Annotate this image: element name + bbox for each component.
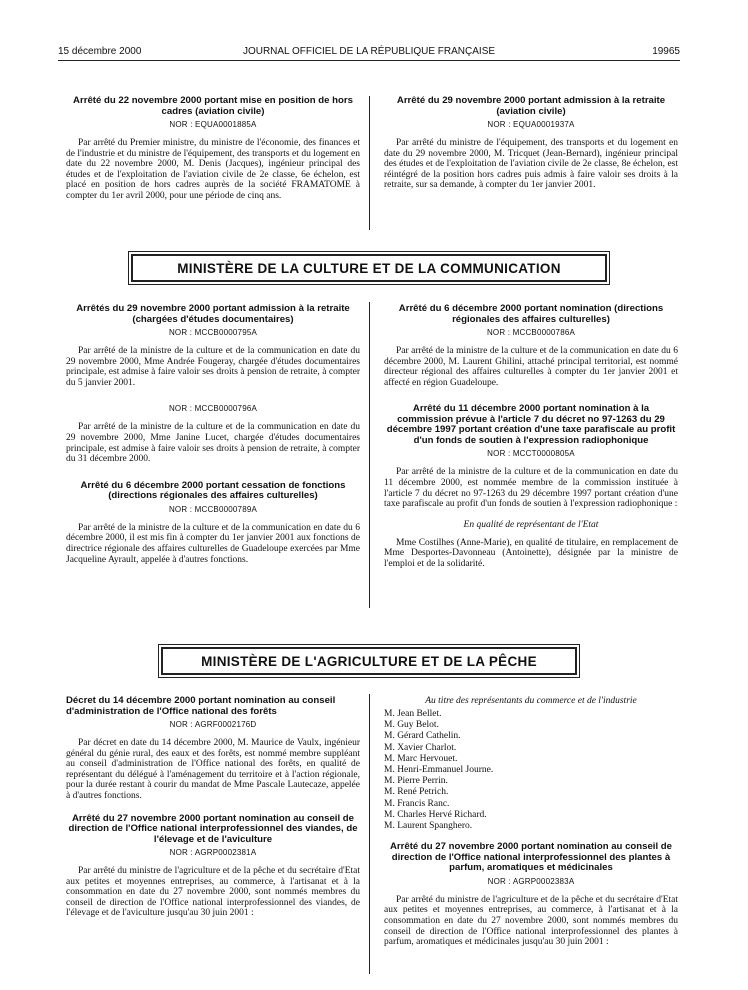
member-list — [384, 709, 678, 832]
nor-reference: NOR : AGRF0002176D — [169, 720, 257, 729]
header-page-number: 19965 — [652, 46, 680, 57]
column-divider — [369, 96, 370, 230]
ministry-title: MINISTÈRE DE L'AGRICULTURE ET DE LA PÊCHE — [161, 647, 577, 675]
article-body: Par arrêté du Premier ministre, du ministre de l'économie, des finances et de l'industrie et du ministre de l'équipement, des transports et du logement en date du 22 novembre 2000, M. Denis (Jacques), ingénieur principal des études et de l'exploitation de l'aviation civile de 2e classe, 6e échelon, est placé en position de hors cadres auprès de la société FRAMATOME à compter du 1er avril 2000, pour une période de cinq ans. — [66, 138, 360, 201]
article-title: Arrêté du 6 décembre 2000 portant cessation de fonctions (directions régionales des affaires culturelles) — [80, 479, 346, 502]
article-body: Mme Costilhes (Anne-Marie), en qualité de titulaire, en remplacement de Mme Desportes-Davonneau (Antoinette), désignée par la ministre de l'emploi et de la solidarité. — [384, 537, 678, 569]
nor-reference: NOR : AGRP0002381A — [169, 848, 257, 858]
list-item: M. Guy Belot. — [384, 720, 439, 731]
article-body: Par décret en date du 14 décembre 2000, M. Maurice de Vaulx, ingénieur général du génie rural, des eaux et des forêts, est nommé membre suppléant au conseil d'administration de l'Office national des forêts, en qualité de représentant du délégué à l'aménagement du territoire et à l'action régionale, pour la durée restant à courir du mandat de Mme Pascale Lautecaze, appelée à d'autres fonctions. — [66, 738, 360, 801]
article-hors-cadres — [66, 96, 360, 202]
list-item: M. Gérard Cathelin. — [384, 731, 461, 742]
ministry-heading-culture — [128, 251, 610, 285]
list-item: M. Marc Hervouet. — [384, 753, 458, 764]
list-item: M. Pierre Perrin. — [384, 776, 448, 787]
header-rule — [58, 60, 680, 61]
article-title: Arrêté du 29 novembre 2000 portant admission à la retraite (aviation civile) — [396, 95, 666, 117]
nor-reference: NOR : MCCB0000796A — [168, 404, 258, 414]
article-retraite-aviation — [384, 96, 678, 191]
list-item: M. Francis Ranc. — [384, 798, 450, 809]
culture-left-column — [66, 304, 360, 565]
article-body: Par arrêté de la ministre de la culture et de la communication en date du 6 décembre 2000, il est mis fin à compter du 1er janvier 2001 aux fonctions de directrice régionale des affaires culturelles de Guadeloupe exercées par Mme Jacqueline Ayrault, appelée à d'autres fonctions. — [66, 522, 360, 565]
article-title: Arrêté du 22 novembre 2000 portant mise en position de hors cadres (aviation civile) — [73, 95, 353, 117]
article-title: Arrêté du 6 décembre 2000 portant nomination (directions régionales des affaires culturelles) — [398, 303, 664, 325]
article-body: Par arrêté de la ministre de la culture et de la communication en date du 11 décembre 2000, est nommée membre de la commission instituée à l'article 7 du décret no 97-1263 du 29 décembre 1997 portant création d'une taxe parafiscale au profit d'un fonds de soutien à l'expression radiophonique : — [384, 467, 678, 510]
list-item: M. Charles Hervé Richard. — [384, 809, 487, 820]
list-item: M. René Petrich. — [384, 787, 449, 798]
article-body: Par arrêté du ministre de l'équipement, des transports et du logement en date du 29 novembre 2000, M. Tricquet (Jean-Bernard), ingénieur principal des études et de l'exploitation de l'aviation civile de 2e classe, 8e échelon, est réintégré de la position hors cadres puis admis à faire valoir ses droits à la retraite, sur sa demande, à compter du 1er janvier 2001. — [384, 138, 678, 191]
ministry-title: MINISTÈRE DE LA CULTURE ET DE LA COMMUNICATION — [131, 254, 607, 282]
article-title: Décret du 14 décembre 2000 portant nomination au conseil d'administration de l'Office national des forêts — [66, 695, 336, 717]
article-body: Par arrêté de la ministre de la culture et de la communication en date du 29 novembre 2000, Mme Andrée Fougeray, chargée d'études documentaires principale, est admise à faire valoir ses droits à pension de retraite, à compter du 5 janvier 2001. — [66, 346, 360, 388]
header-date: 15 décembre 2000 — [58, 46, 142, 57]
header-journal-title: JOURNAL OFFICIEL DE LA RÉPUBLIQUE FRANÇAISE — [242, 46, 496, 57]
article-title: Arrêté du 11 décembre 2000 portant nomination à la commission prévue à l'article 7 du décret no 97-1263 du 29 décembre 1997 portant création d'une taxe parafiscale au profit d'un fonds de soutien à l'expression radiophonique — [386, 403, 676, 446]
list-item: M. Laurent Spanghero. — [384, 821, 473, 832]
list-item: M. Jean Bellet. — [384, 709, 442, 719]
article-body: Par arrêté du ministre de l'agriculture et de la pêche et du secrétaire d'Etat aux petites et moyennes entreprises, au commerce, à l'artisanat et à la consommation en date du 27 novembre 2000, sont nommés membres du conseil de direction de l'Office national interprofessionnel des viandes, de l'élevage et de l'aviculture jusqu'au 30 juin 2001 : — [66, 866, 360, 919]
column-divider — [369, 302, 370, 608]
article-body: Par arrêté de la ministre de la culture et de la communication en date du 6 décembre 2000, M. Laurent Ghilini, attaché principal territorial, est nommé directeur régional des affaires culturelles à compter du 1er janvier 2001 et affecté en région Guadeloupe. — [384, 346, 678, 388]
section-subheading: Au titre des représentants du commerce et de l'industrie — [425, 696, 637, 706]
nor-reference: NOR : MCCB0000789A — [168, 504, 258, 514]
nor-reference: NOR : EQUA0001885A — [169, 120, 257, 129]
culture-right-column — [384, 304, 678, 570]
list-item: M. Xavier Charlot. — [384, 742, 457, 753]
nor-reference: NOR : EQUA0001937A — [487, 120, 575, 129]
article-title: Arrêté du 27 novembre 2000 portant nomination au conseil de direction de l'Office national interprofessionnel des plantes à parfum, aromatiques et médicinales — [389, 841, 673, 874]
nor-reference: NOR : MCCB0000795A — [168, 328, 258, 337]
nor-reference: NOR : MCCB0000786A — [486, 328, 576, 337]
agriculture-right-column — [384, 696, 678, 948]
nor-reference: NOR : AGRP0002383A — [487, 876, 575, 886]
article-body: Par arrêté du ministre de l'agriculture et de la pêche et du secrétaire d'Etat aux petites et moyennes entreprises, au commerce, à l'artisanat et à la consommation en date du 27 novembre 2000, sont nommés membres du conseil de direction de l'Office national interprofessionnel des plantes à parfum, aromatiques et médicinales jusqu'au 30 juin 2001 : — [384, 894, 678, 948]
ministry-heading-agriculture — [158, 644, 580, 678]
agriculture-left-column — [66, 696, 360, 919]
list-item: M. Henri-Emmanuel Journe. — [384, 765, 494, 776]
nor-reference: NOR : MCCT0000805A — [487, 449, 575, 459]
article-title: Arrêté du 27 novembre 2000 portant nomination au conseil de direction de l'Office national interprofessionnel des viandes, de l'élevage et de l'aviculture — [68, 812, 358, 845]
section-subheading: En qualité de représentant de l'Etat — [463, 519, 599, 530]
article-title: Arrêtés du 29 novembre 2000 portant admission à la retraite (chargées d'études documentaires) — [76, 303, 350, 325]
column-divider — [369, 694, 370, 974]
article-body: Par arrêté de la ministre de la culture et de la communication en date du 29 novembre 2000, Mme Janine Lucet, chargée d'études documentaires principale, est admise à faire valoir ses droits à pension de retraite, à compter du 31 décembre 2000. — [66, 422, 360, 465]
